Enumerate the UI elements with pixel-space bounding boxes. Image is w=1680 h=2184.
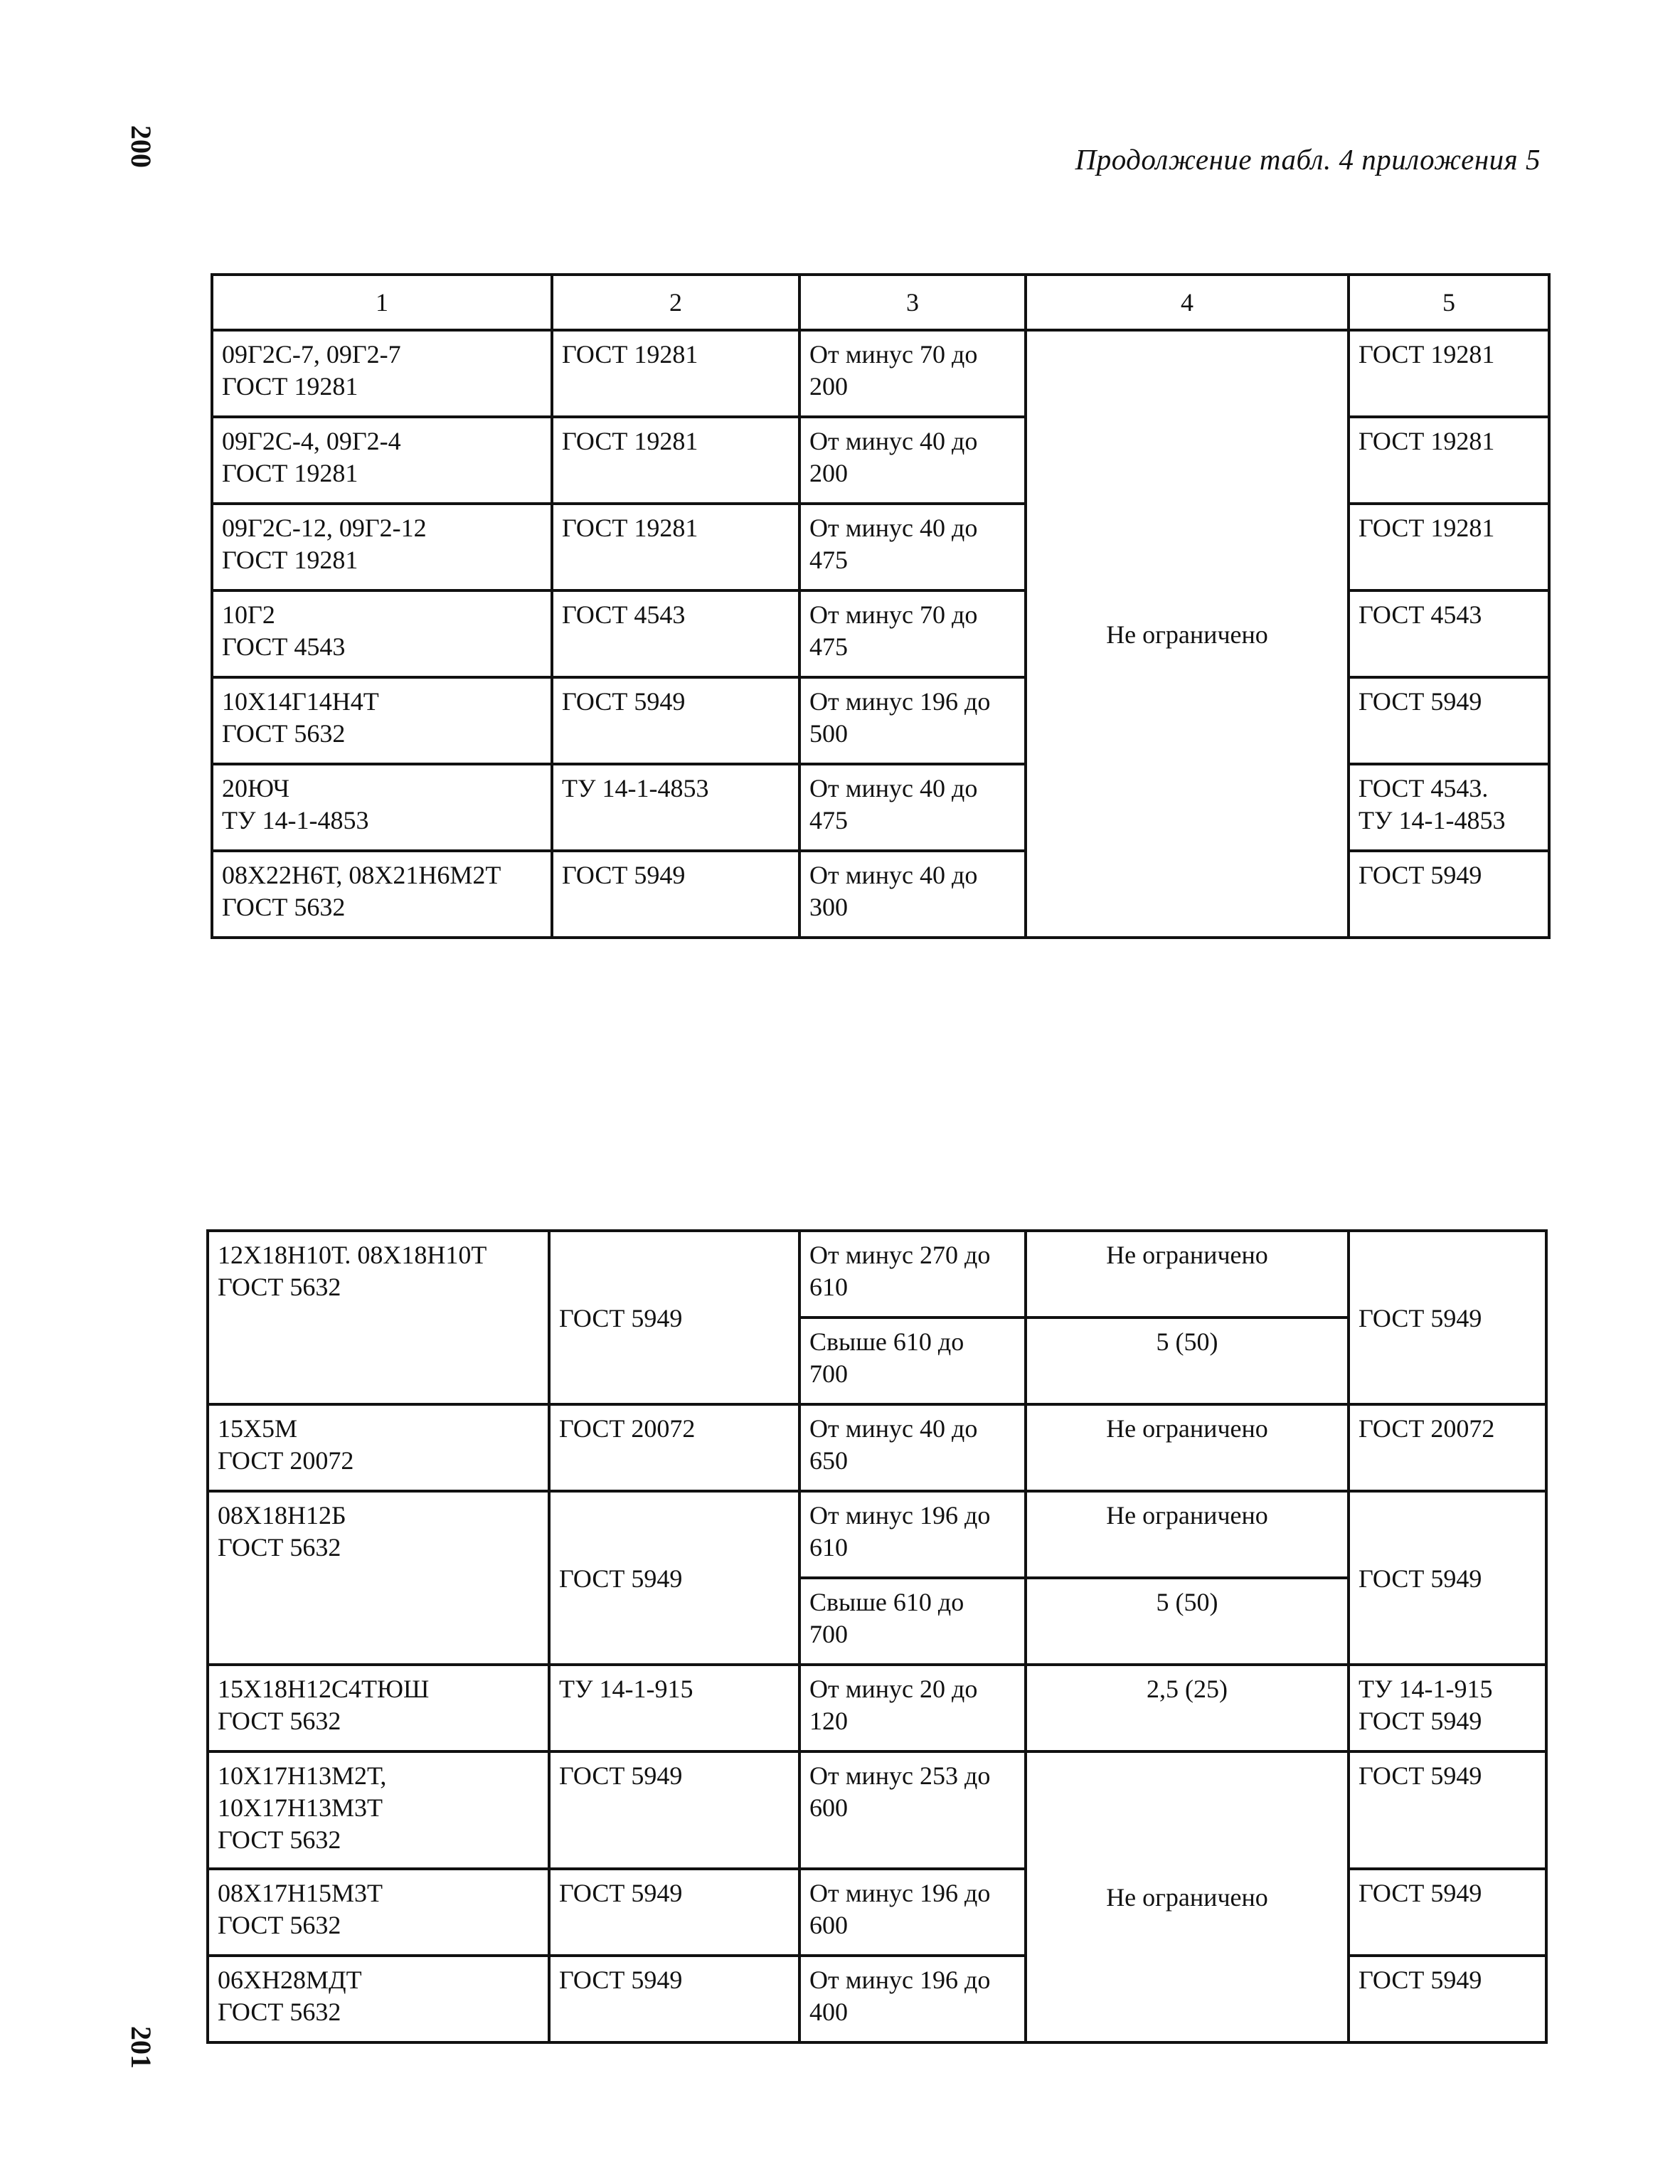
steel-grade-cell: 09Г2С-12, 09Г2-12 ГОСТ 19281 xyxy=(212,504,552,590)
standard-cell: ГОСТ 5949 xyxy=(552,677,799,764)
page-number-bottom: 201 xyxy=(125,2026,157,2069)
test-standard-cell: ГОСТ 5949 xyxy=(1349,1751,1546,1869)
pressure-limit-cell: 5 (50) xyxy=(1026,1578,1349,1665)
standard-cell: ГОСТ 19281 xyxy=(552,417,799,504)
steel-grade-cell: 10Х17Н13М2Т, 10Х17Н13М3Т ГОСТ 5632 xyxy=(208,1751,549,1869)
test-standard-cell: ГОСТ 4543. ТУ 14-1-4853 xyxy=(1349,764,1549,851)
steel-grade-cell: 10Г2 ГОСТ 4543 xyxy=(212,590,552,677)
standard-cell: ТУ 14-1-915 xyxy=(549,1665,799,1751)
temperature-range-cell: От минус 196 до 500 xyxy=(799,677,1026,764)
column-header: 3 xyxy=(799,275,1026,330)
test-standard-cell: ГОСТ 5949 xyxy=(1349,677,1549,764)
table-row xyxy=(212,590,1549,677)
test-standard-cell: ГОСТ 5949 xyxy=(1349,1956,1546,2042)
temperature-range-cell: От минус 196 до 400 xyxy=(799,1956,1026,2042)
temperature-range-cell: Свыше 610 до 700 xyxy=(799,1318,1026,1404)
test-standard-cell: ГОСТ 19281 xyxy=(1349,417,1549,504)
temperature-range-cell: Свыше 610 до 700 xyxy=(799,1578,1026,1665)
standard-cell: ГОСТ 5949 xyxy=(549,1491,799,1665)
column-header: 1 xyxy=(212,275,552,330)
pressure-limit-cell: Не ограничено xyxy=(1026,1404,1349,1491)
column-header: 4 xyxy=(1026,275,1349,330)
test-standard-cell: ГОСТ 19281 xyxy=(1349,330,1549,417)
steel-grade-cell: 20ЮЧ ТУ 14-1-4853 xyxy=(212,764,552,851)
test-standard-cell: ГОСТ 5949 xyxy=(1349,851,1549,938)
table-row xyxy=(212,677,1549,764)
temperature-range-cell: От минус 253 до 600 xyxy=(799,1751,1026,1869)
steel-grade-cell: 10Х14Г14Н4Т ГОСТ 5632 xyxy=(212,677,552,764)
table-row xyxy=(208,1665,1546,1751)
table-row xyxy=(212,851,1549,938)
steel-grade-cell: 12Х18Н10Т. 08Х18Н10Т ГОСТ 5632 xyxy=(208,1231,549,1404)
standard-cell: ГОСТ 5949 xyxy=(549,1231,799,1404)
temperature-range-cell: От минус 40 до 200 xyxy=(799,417,1026,504)
test-standard-cell: ГОСТ 5949 xyxy=(1349,1869,1546,1956)
table-row xyxy=(212,330,1549,417)
standard-cell: ГОСТ 20072 xyxy=(549,1404,799,1491)
standard-cell: ГОСТ 5949 xyxy=(549,1751,799,1869)
table-row xyxy=(212,417,1549,504)
temperature-range-cell: От минус 196 до 600 xyxy=(799,1869,1026,1956)
test-standard-cell: ГОСТ 4543 xyxy=(1349,590,1549,677)
temperature-range-cell: От минус 196 до 610 xyxy=(799,1491,1026,1578)
column-header: 2 xyxy=(552,275,799,330)
standard-cell: ГОСТ 19281 xyxy=(552,504,799,590)
standard-cell: ТУ 14-1-4853 xyxy=(552,764,799,851)
test-standard-cell: ГОСТ 5949 xyxy=(1349,1491,1546,1665)
table-header-row xyxy=(212,275,1549,330)
temperature-range-cell: От минус 40 до 475 xyxy=(799,504,1026,590)
pressure-limit-cell: Не ограничено xyxy=(1026,1231,1349,1318)
table-row xyxy=(208,1404,1546,1491)
page-number-top: 200 xyxy=(125,125,157,168)
column-header: 5 xyxy=(1349,275,1549,330)
steel-grade-cell: 08Х18Н12Б ГОСТ 5632 xyxy=(208,1491,549,1665)
temperature-range-cell: От минус 70 до 475 xyxy=(799,590,1026,677)
test-standard-cell: ГОСТ 19281 xyxy=(1349,504,1549,590)
temperature-range-cell: От минус 40 до 475 xyxy=(799,764,1026,851)
steel-grade-cell: 09Г2С-4, 09Г2-4 ГОСТ 19281 xyxy=(212,417,552,504)
table-top xyxy=(211,273,1551,939)
standard-cell: ГОСТ 5949 xyxy=(549,1956,799,2042)
steel-grade-cell: 09Г2С-7, 09Г2-7 ГОСТ 19281 xyxy=(212,330,552,417)
table-row xyxy=(208,1751,1546,1869)
pressure-limit-merged-cell: Не ограничено xyxy=(1026,1751,1349,2042)
temperature-range-cell: От минус 20 до 120 xyxy=(799,1665,1026,1751)
standard-cell: ГОСТ 4543 xyxy=(552,590,799,677)
table-row xyxy=(208,1491,1546,1578)
table-continuation-heading: Продолжение табл. 4 приложения 5 xyxy=(1075,143,1541,176)
table-row xyxy=(212,504,1549,590)
standard-cell: ГОСТ 5949 xyxy=(549,1869,799,1956)
test-standard-cell: ГОСТ 5949 xyxy=(1349,1231,1546,1404)
steel-grade-cell: 08Х22Н6Т, 08Х21Н6М2Т ГОСТ 5632 xyxy=(212,851,552,938)
table-row xyxy=(208,1231,1546,1318)
pressure-limit-cell: 5 (50) xyxy=(1026,1318,1349,1404)
standard-cell: ГОСТ 19281 xyxy=(552,330,799,417)
temperature-range-cell: От минус 40 до 650 xyxy=(799,1404,1026,1491)
steel-grade-cell: 06ХН28МДТ ГОСТ 5632 xyxy=(208,1956,549,2042)
pressure-limit-merged-cell: Не ограничено xyxy=(1026,330,1349,938)
steel-grade-cell: 15Х18Н12С4ТЮШ ГОСТ 5632 xyxy=(208,1665,549,1751)
standard-cell: ГОСТ 5949 xyxy=(552,851,799,938)
temperature-range-cell: От минус 40 до 300 xyxy=(799,851,1026,938)
test-standard-cell: ТУ 14-1-915 ГОСТ 5949 xyxy=(1349,1665,1546,1751)
pressure-limit-cell: Не ограничено xyxy=(1026,1491,1349,1578)
steel-grade-cell: 08Х17Н15М3Т ГОСТ 5632 xyxy=(208,1869,549,1956)
pressure-limit-cell: 2,5 (25) xyxy=(1026,1665,1349,1751)
temperature-range-cell: От минус 270 до 610 xyxy=(799,1231,1026,1318)
test-standard-cell: ГОСТ 20072 xyxy=(1349,1404,1546,1491)
steel-grade-cell: 15Х5М ГОСТ 20072 xyxy=(208,1404,549,1491)
temperature-range-cell: От минус 70 до 200 xyxy=(799,330,1026,417)
table-bottom xyxy=(206,1229,1548,2044)
table-row xyxy=(212,764,1549,851)
